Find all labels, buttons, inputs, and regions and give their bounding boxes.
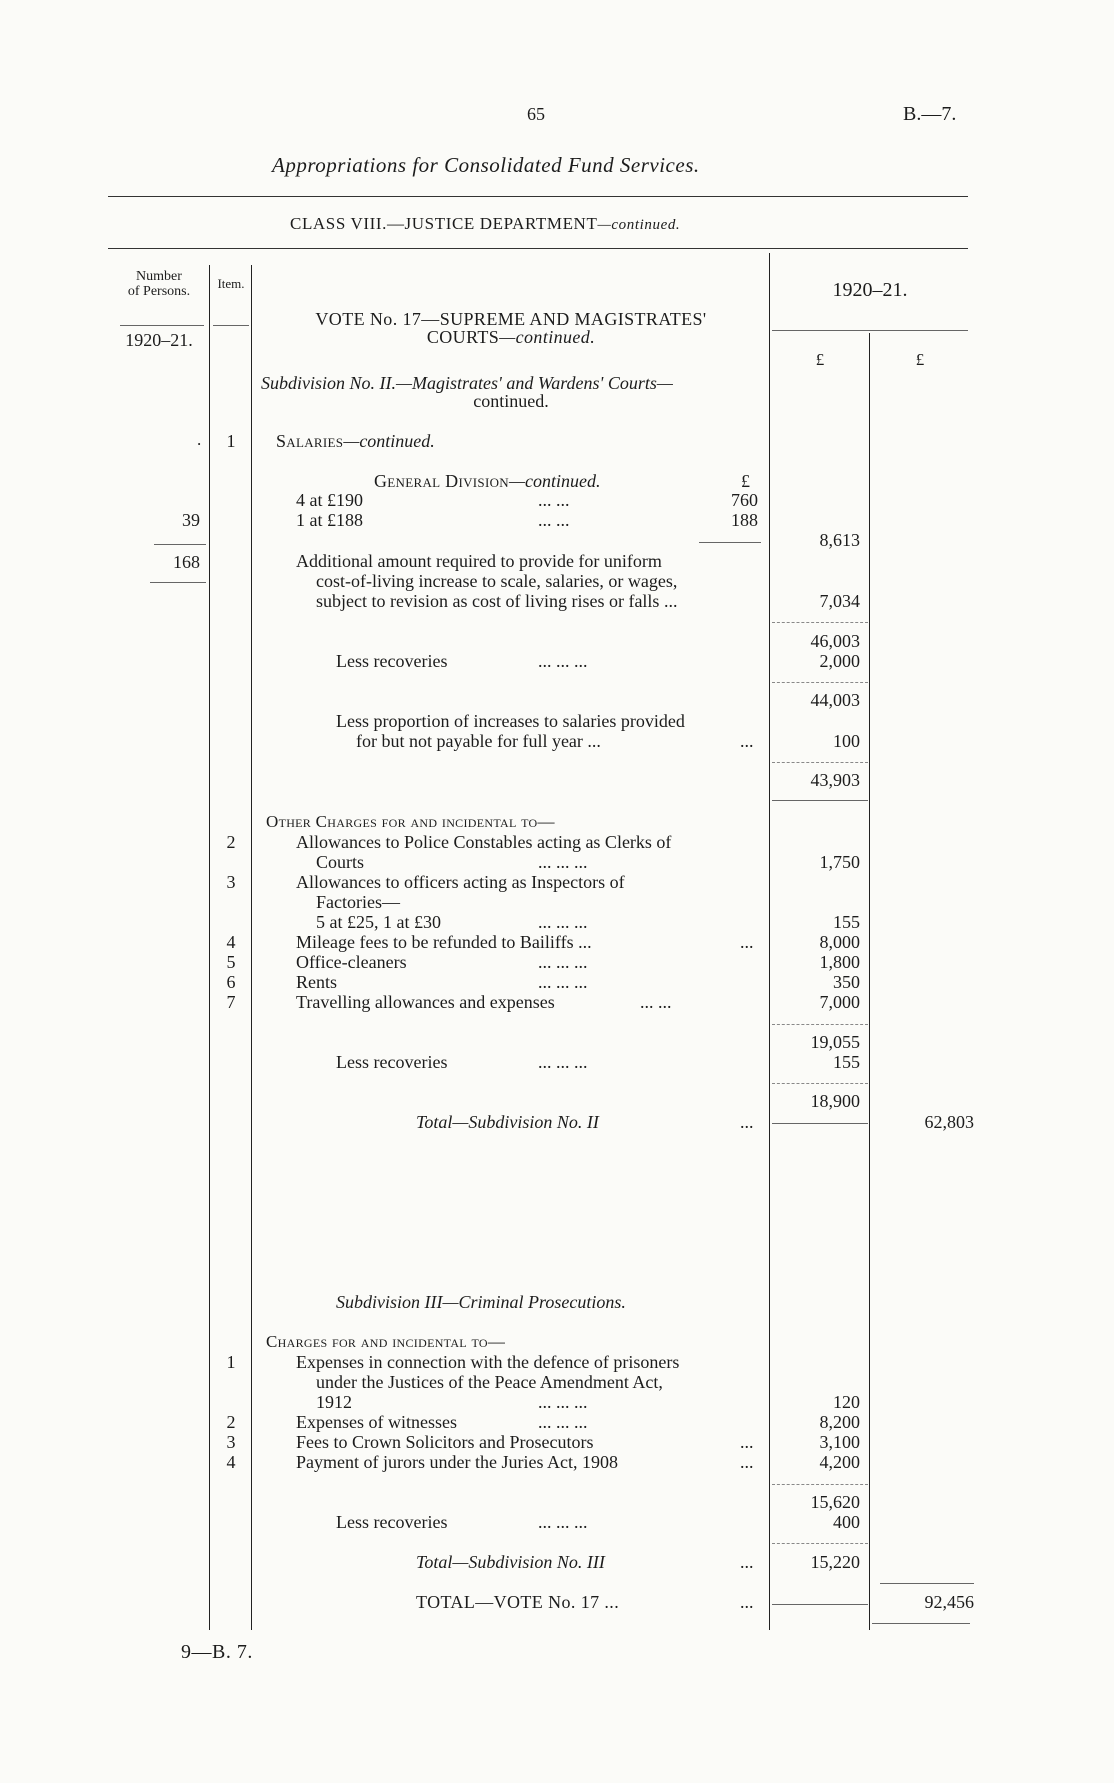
item-header-rule bbox=[213, 325, 249, 326]
persons-sum-rule bbox=[154, 544, 206, 545]
other-charge-item: Office-cleaners bbox=[296, 952, 407, 972]
less-recoveries-dots: ... ... ... bbox=[538, 651, 588, 671]
item-header: Item. bbox=[217, 276, 245, 291]
item-number: 3 bbox=[226, 872, 236, 892]
persons-header: Number of Persons. bbox=[127, 269, 191, 299]
less-recoveries-label: Less recoveries bbox=[336, 1052, 448, 1072]
item-dots: ... ... ... bbox=[538, 852, 588, 872]
item-number: 4 bbox=[226, 1452, 236, 1472]
item-dots: ... bbox=[740, 1452, 754, 1472]
less-proportion-amount: 100 bbox=[833, 731, 860, 751]
persons-count: 39 bbox=[182, 510, 200, 530]
item-column-rule bbox=[251, 265, 252, 1630]
sum-rule bbox=[772, 1484, 868, 1485]
salary-row-amount: 760 bbox=[731, 490, 758, 510]
vote-total-dash-rule bbox=[772, 1604, 868, 1605]
item-amount: 8,000 bbox=[819, 932, 860, 952]
item-number: 6 bbox=[226, 972, 236, 992]
persons-total: 168 bbox=[173, 552, 200, 572]
item-amount: 350 bbox=[833, 972, 860, 992]
other-charges-heading: Other Charges for and incidental to— bbox=[266, 812, 555, 831]
page-number: 65 bbox=[527, 104, 545, 124]
item-dots: ... ... ... bbox=[538, 912, 588, 932]
general-division-sum-rule bbox=[699, 542, 761, 543]
amount-column-rule bbox=[769, 253, 770, 1630]
item-dots: ... bbox=[740, 932, 754, 952]
item-number: 7 bbox=[226, 992, 236, 1012]
sum-rule bbox=[772, 762, 868, 763]
prosecution-item: Payment of jurors under the Juries Act, 1908 bbox=[296, 1452, 618, 1472]
persons-column-rule bbox=[209, 265, 210, 1630]
other-charge-item: Rents bbox=[296, 972, 338, 992]
item-1-number: 1 bbox=[226, 431, 236, 451]
salaries-total-rule bbox=[772, 800, 868, 801]
persons-header-rule bbox=[120, 325, 204, 326]
total-dots: ... bbox=[740, 1112, 754, 1132]
prosecution-item: Fees to Crown Solicitors and Prosecutors bbox=[296, 1432, 594, 1452]
recoveries-amount: 155 bbox=[833, 1052, 860, 1072]
prosecution-item: Expenses in connection with the defence of prisoners under the Justices of the Peace Amendment Act, 1912 bbox=[296, 1352, 680, 1412]
other-charge-item: Travelling allowances and expenses bbox=[296, 992, 555, 1012]
item-amount: 155 bbox=[833, 912, 860, 932]
pound-header-2: £ bbox=[915, 350, 925, 369]
charges-heading: Charges for and incidental to— bbox=[266, 1332, 506, 1351]
year-rule bbox=[772, 330, 968, 331]
additional-amount-text: Additional amount required to provide for uniform cost-of-living increase to scale, salaries, or wages, subject to revision as cost of living rises or falls ... bbox=[296, 551, 678, 611]
other-charges-total: 18,900 bbox=[810, 1091, 860, 1111]
other-charge-item: Allowances to officers acting as Inspectors of Factories— 5 at £25, 1 at £30 bbox=[296, 872, 625, 932]
item-dots: ... ... ... bbox=[538, 972, 588, 992]
item-amount: 120 bbox=[833, 1392, 860, 1412]
title-rule bbox=[108, 196, 968, 197]
page-title: Appropriations for Consolidated Fund Services. bbox=[272, 153, 700, 177]
subdivision-2-total-label: Total—Subdivision No. II bbox=[416, 1112, 599, 1132]
subdivision-2-total-amount: 62,803 bbox=[924, 1112, 974, 1132]
less-recoveries-dots: ... ... ... bbox=[538, 1052, 588, 1072]
less-proportion-text: Less proportion of increases to salaries provided for but not payable for full year ... bbox=[336, 711, 685, 751]
subdivision-3-total-amount: 15,220 bbox=[810, 1552, 860, 1572]
subdivision-3-heading: Subdivision III—Criminal Prosecutions. bbox=[336, 1292, 626, 1312]
vote-total-dots: ... bbox=[740, 1592, 754, 1612]
item-number: 4 bbox=[226, 932, 236, 952]
item-amount: 3,100 bbox=[819, 1432, 860, 1452]
vote-total-amount: 92,456 bbox=[924, 1592, 974, 1612]
sum-rule bbox=[772, 622, 868, 623]
other-charge-item: Mileage fees to be refunded to Bailiffs ... bbox=[296, 932, 592, 952]
paper-reference: B.—7. bbox=[903, 103, 957, 125]
item-number: 2 bbox=[226, 832, 236, 852]
other-charge-item: Allowances to Police Constables acting as Clerks of Courts bbox=[296, 832, 672, 872]
subtotal-amount: 8,613 bbox=[819, 530, 860, 550]
salary-row-label: 4 at £190 bbox=[296, 490, 363, 510]
sum-rule bbox=[772, 1024, 868, 1025]
sum-rule bbox=[772, 1543, 868, 1544]
vote-total-label: TOTAL—VOTE No. 17 ... bbox=[416, 1592, 620, 1612]
less-proportion-dots: ... bbox=[740, 731, 754, 751]
subdivision-2-heading-cont: continued. bbox=[473, 391, 549, 411]
item-dots: ... ... ... bbox=[538, 1412, 588, 1432]
persons-total-rule bbox=[150, 582, 206, 583]
item-amount: 7,000 bbox=[819, 992, 860, 1012]
general-division-pound: £ bbox=[741, 471, 750, 491]
sum-amount: 46,003 bbox=[810, 631, 860, 651]
vote-total-bottom-rule bbox=[872, 1623, 970, 1624]
general-division-heading: General Division—continued. bbox=[374, 471, 601, 491]
item-amount: 1,800 bbox=[819, 952, 860, 972]
salaries-total-amount: 43,903 bbox=[810, 770, 860, 790]
item-dots: ... ... bbox=[640, 992, 672, 1012]
vote-title: VOTE No. 17—SUPREME AND MAGISTRATES' COURTS—continued. bbox=[315, 309, 707, 347]
total-column-rule bbox=[869, 333, 870, 1630]
persons-year: 1920–21. bbox=[125, 330, 193, 350]
recoveries-amount: 400 bbox=[833, 1512, 860, 1532]
recoveries-amount: 2,000 bbox=[819, 651, 860, 671]
item-dots: ... ... ... bbox=[538, 1392, 588, 1412]
item-number: 3 bbox=[226, 1432, 236, 1452]
amount-year: 1920–21. bbox=[832, 279, 908, 301]
subdivision-3-total-label: Total—Subdivision No. III bbox=[416, 1552, 605, 1572]
item-amount: 1,750 bbox=[819, 852, 860, 872]
item-number: 2 bbox=[226, 1412, 236, 1432]
persons-dot: . bbox=[197, 430, 202, 449]
item-number: 1 bbox=[226, 1352, 236, 1372]
prosecution-item: Expenses of witnesses bbox=[296, 1412, 457, 1432]
pound-header-1: £ bbox=[815, 350, 825, 369]
salary-row-label: 1 at £188 bbox=[296, 510, 363, 530]
total-dots: ... bbox=[740, 1552, 754, 1572]
less-recoveries-label: Less recoveries bbox=[336, 651, 448, 671]
signature-mark: 9—B. 7. bbox=[181, 1641, 253, 1663]
additional-amount: 7,034 bbox=[819, 591, 860, 611]
salary-row-amount: 188 bbox=[731, 510, 758, 530]
salary-row-dots: ... ... bbox=[538, 510, 570, 530]
class-rule bbox=[108, 248, 968, 249]
item-dots: ... bbox=[740, 1432, 754, 1452]
item-amount: 4,200 bbox=[819, 1452, 860, 1472]
total-rule bbox=[772, 1123, 868, 1124]
salaries-heading: Salaries—continued. bbox=[276, 431, 435, 451]
less-recoveries-dots: ... ... ... bbox=[538, 1512, 588, 1532]
prosecutions-sum: 15,620 bbox=[810, 1492, 860, 1512]
vote-total-top-rule bbox=[880, 1583, 974, 1584]
other-charges-sum: 19,055 bbox=[810, 1032, 860, 1052]
sum-amount: 44,003 bbox=[810, 690, 860, 710]
subdivision-2-heading: Subdivision No. II.—Magistrates' and Wardens' Courts— bbox=[261, 373, 673, 393]
sum-rule bbox=[772, 1083, 868, 1084]
item-amount: 8,200 bbox=[819, 1412, 860, 1432]
salary-row-dots: ... ... bbox=[538, 490, 570, 510]
item-dots: ... ... ... bbox=[538, 952, 588, 972]
item-number: 5 bbox=[226, 952, 236, 972]
sum-rule bbox=[772, 682, 868, 683]
class-heading: CLASS VIII.—JUSTICE DEPARTMENT—continued. bbox=[290, 214, 681, 233]
less-recoveries-label: Less recoveries bbox=[336, 1512, 448, 1532]
